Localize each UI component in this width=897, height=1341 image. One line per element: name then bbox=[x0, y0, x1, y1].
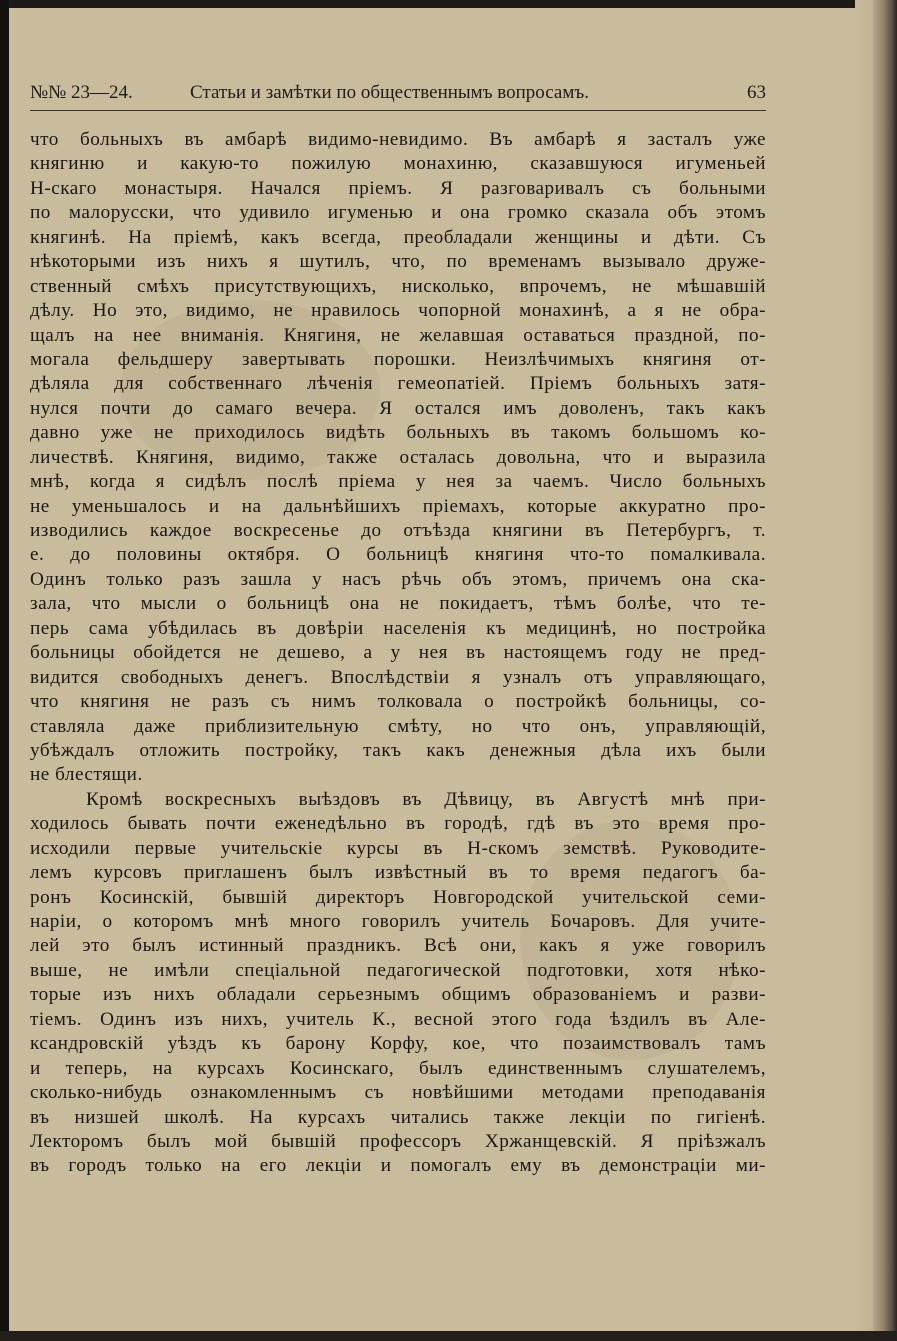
text-line: торые изъ нихъ обладали серьезнымъ общимъ образованіемъ и разви- bbox=[30, 984, 766, 1006]
text-line: выше, не имѣли спеціальной педагогической подготовки, хотя нѣко- bbox=[30, 959, 766, 981]
text-line: сколько-нибудь ознакомленнымъ съ новѣйшими методами преподаванія bbox=[30, 1082, 766, 1104]
text-line: Н-скаго монастыря. Начался пріемъ. Я разговаривалъ съ больными bbox=[30, 177, 766, 199]
text-line: ронъ Косинскій, бывшій директоръ Новгородской учительской семи- bbox=[30, 886, 766, 908]
text-line: не блестящи. bbox=[30, 764, 143, 786]
scan-left-edge bbox=[0, 0, 9, 1341]
scan-top-edge bbox=[0, 0, 897, 8]
text-line: ксандровскій уѣздъ къ барону Корфу, кое, что позаимствовалъ тамъ bbox=[30, 1033, 766, 1055]
issue-number: №№ 23—24. bbox=[30, 82, 133, 103]
text-line: ходилось бывать почти еженедѣльно въ городѣ, гдѣ въ это время про- bbox=[30, 813, 766, 835]
text-line: исходили первые учительскіе курсы въ Н-скомъ земствѣ. Руководите- bbox=[30, 837, 766, 859]
page-number: 63 bbox=[747, 82, 766, 103]
header-rule bbox=[30, 110, 766, 111]
text-line: могала фельдшеру завертывать порошки. Неизлѣчимыхъ княгиня от- bbox=[30, 348, 766, 370]
text-line: перь сама убѣдилась въ довѣріи населенія къ медицинѣ, но постройка bbox=[30, 617, 766, 639]
text-line: что княгиня не разъ съ нимъ толковала о постройкѣ больницы, со- bbox=[30, 691, 766, 713]
text-line: наріи, о которомъ мнѣ много говорилъ учитель Бочаровъ. Для учите- bbox=[30, 911, 766, 932]
text-line: изводились каждое воскресенье до отъѣзда княгини въ Петербургъ, т. bbox=[30, 520, 766, 541]
text-line: не уменьшалось и на дальнѣйшихъ пріемахъ, которые аккуратно про- bbox=[30, 495, 766, 517]
section-title: Статьи и замѣтки по общественнымъ вопросамъ. bbox=[190, 82, 589, 103]
page-right-margin bbox=[855, 0, 873, 1341]
text-line: щалъ на нее вниманія. Княгиня, не желавшая оставаться праздной, по- bbox=[30, 324, 766, 346]
text-line: видится свободныхъ денегъ. Впослѣдствіи я узналъ отъ управляющаго, bbox=[30, 666, 766, 688]
text-line: въ городъ только на его лекціи и помогалъ ему въ демонстраціи ми- bbox=[30, 1155, 766, 1177]
text-line: е. до половины октября. О больницѣ княгиня что-то помалкивала. bbox=[30, 544, 766, 566]
text-line: Кромѣ воскресныхъ выѣздовъ въ Дѣвицу, въ Августѣ мнѣ при- bbox=[86, 788, 766, 810]
text-line: дѣляла для собственнаго лѣченія гемеопатіей. Пріемъ больныхъ затя- bbox=[30, 373, 766, 395]
text-line: тіемъ. Одинъ изъ нихъ, учитель К., весной этого года ѣздилъ въ Але- bbox=[30, 1008, 766, 1030]
text-line: княгинѣ. На пріемѣ, какъ всегда, преобладали женщины и дѣти. Съ bbox=[30, 226, 766, 248]
text-line: убѣждалъ отложить постройку, такъ какъ денежныя дѣла ихъ были bbox=[30, 739, 766, 761]
body-text bbox=[30, 128, 766, 1179]
text-line: мнѣ, когда я сидѣлъ послѣ пріема у нея за чаемъ. Число больныхъ bbox=[30, 471, 766, 493]
text-line: зала, что мысли о больницѣ она не покидаетъ, тѣмъ болѣе, что те- bbox=[30, 593, 766, 615]
text-line: личествѣ. Княгиня, видимо, также осталась довольна, что и выразила bbox=[30, 446, 766, 468]
text-line: лемъ курсовъ приглашенъ былъ извѣстный въ то время педагогъ ба- bbox=[30, 862, 766, 884]
text-line: въ низшей школѣ. На курсахъ читались также лекціи по гигіенѣ. bbox=[30, 1106, 766, 1128]
text-line: нулся почти до самаго вечера. Я остался имъ доволенъ, такъ какъ bbox=[30, 397, 766, 419]
text-line: что больныхъ въ амбарѣ видимо-невидимо. Въ амбарѣ я засталъ уже bbox=[30, 129, 766, 150]
text-line: Лекторомъ былъ мой бывшій профессоръ Хржанщевскій. Я пріѣзжалъ bbox=[30, 1130, 766, 1152]
text-line: княгиню и какую-то пожилую монахиню, сказавшуюся игуменьей bbox=[30, 153, 766, 175]
text-line: лей это былъ истинный праздникъ. Всѣ они, какъ я уже говорилъ bbox=[30, 935, 766, 957]
text-line: давно уже не приходилось видѣть больныхъ въ такомъ большомъ ко- bbox=[30, 422, 766, 444]
text-line: дѣлу. Но это, видимо, не нравилось чопорной монахинѣ, а я не обра- bbox=[30, 300, 766, 322]
text-line: ставляла даже приблизительную смѣту, но что онъ, управляющій, bbox=[30, 715, 766, 737]
text-line: больницы обойдется не дешево, а у нея въ настоящемъ году не пред- bbox=[30, 642, 766, 664]
page-fold-edge bbox=[873, 0, 897, 1341]
text-line: ственный смѣхъ присутствующихъ, нисколько, впрочемъ, не мѣшавшій bbox=[30, 275, 766, 297]
text-line: и теперь, на курсахъ Косинскаго, былъ единственнымъ слушателемъ, bbox=[30, 1057, 766, 1079]
running-header bbox=[30, 82, 766, 112]
scan-bottom-edge bbox=[0, 1331, 897, 1341]
text-line: нѣкоторыми изъ нихъ я шутилъ, что, по временамъ вызывало друже- bbox=[30, 251, 766, 273]
text-line: по малорусски, что удивило игуменью и она громко сказала объ этомъ bbox=[30, 202, 766, 224]
text-line: Одинъ только разъ зашла у насъ рѣчь объ этомъ, причемъ она ска- bbox=[30, 568, 766, 590]
